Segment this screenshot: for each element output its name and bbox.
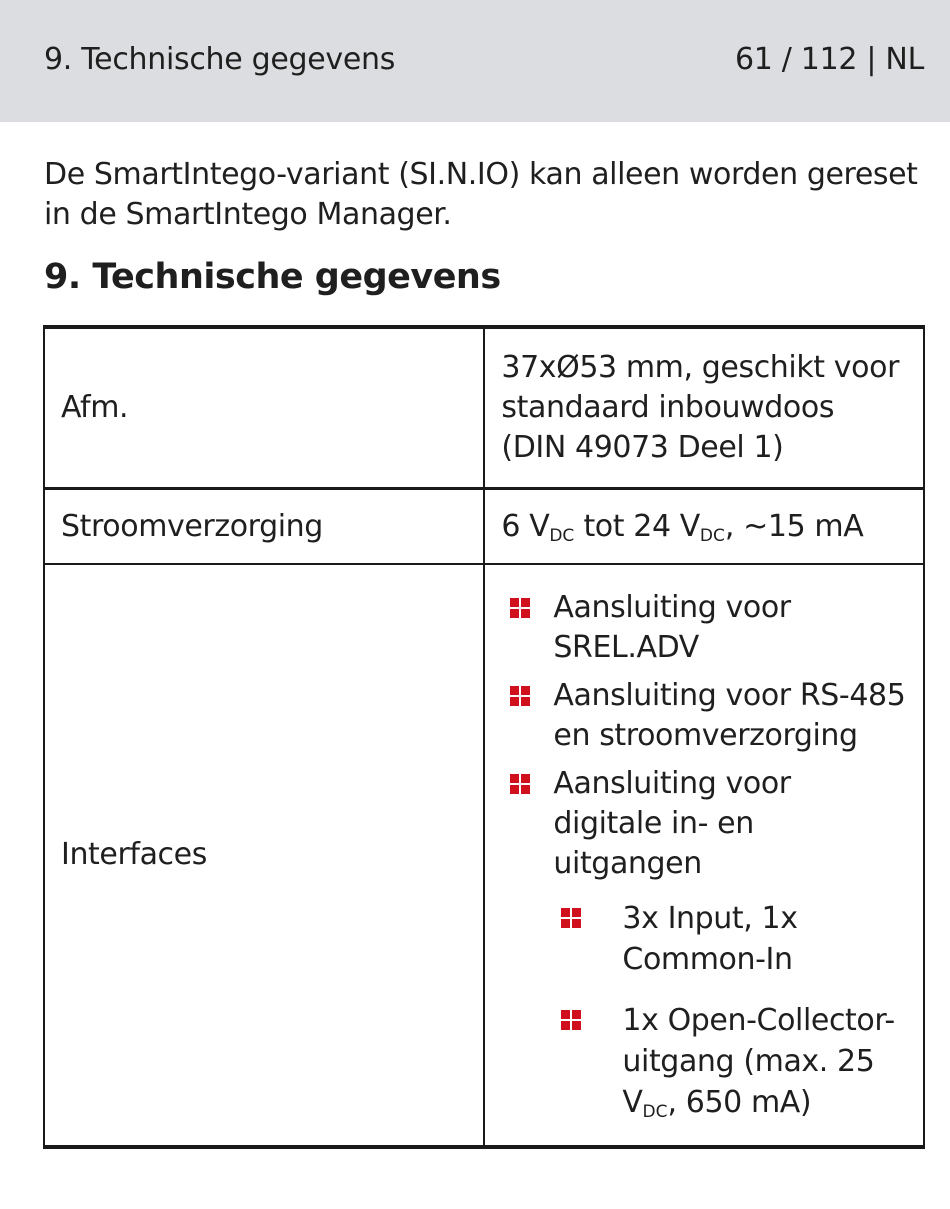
row-value-dimensions: 37xØ53 mm, geschikt voor standaard inbouwdoos (DIN 49073 Deel 1) bbox=[484, 327, 924, 489]
table-row-power bbox=[44, 489, 924, 565]
row-value-interfaces bbox=[484, 564, 924, 1147]
list-item: Aansluiting voor RS-485 en stroomverzorging bbox=[501, 676, 907, 756]
intro-paragraph: De SmartIntego-variant (SI.N.IO) kan alleen worden gereset in de SmartIntego Manager. bbox=[44, 157, 918, 232]
header-page-indicator: 61 / 112 | NL bbox=[734, 42, 924, 77]
digital-io-sublist bbox=[553, 898, 907, 1123]
bullet-icon bbox=[510, 598, 530, 618]
row-label-dimensions: Afm. bbox=[44, 327, 484, 489]
list-item: Aansluiting voor digitale in- en uitgangen 3x Input, 1x Common-In 1x Open-Collector-uitgang (max. 25 $V_{DC}$, 650 mA) bbox=[501, 764, 907, 1123]
row-value-power: 6 $V_{DC}$ tot 24 $V_{DC}$, ~15 mA bbox=[484, 489, 924, 565]
spec-table bbox=[43, 325, 925, 1149]
page-header bbox=[0, 0, 950, 122]
bullet-icon bbox=[561, 1010, 581, 1030]
interfaces-list bbox=[501, 588, 907, 1123]
section-heading: 9. Technische gegevens bbox=[44, 257, 501, 297]
bullet-icon bbox=[510, 774, 530, 794]
list-item: Aansluiting voor SREL.ADV bbox=[501, 588, 907, 668]
sublist-item: 1x Open-Collector-uitgang (max. 25 $V_{DC}$, 650 mA) bbox=[553, 1000, 907, 1123]
sublist-item: 3x Input, 1x Common-In bbox=[553, 898, 907, 980]
table-row-dimensions bbox=[44, 327, 924, 489]
bullet-icon bbox=[561, 908, 581, 928]
row-label-power: Stroomverzorging bbox=[44, 489, 484, 565]
bullet-icon bbox=[510, 686, 530, 706]
row-label-interfaces: Interfaces bbox=[44, 564, 484, 1147]
table-row-interfaces bbox=[44, 564, 924, 1147]
header-section-title: 9. Technische gegevens bbox=[44, 42, 396, 77]
